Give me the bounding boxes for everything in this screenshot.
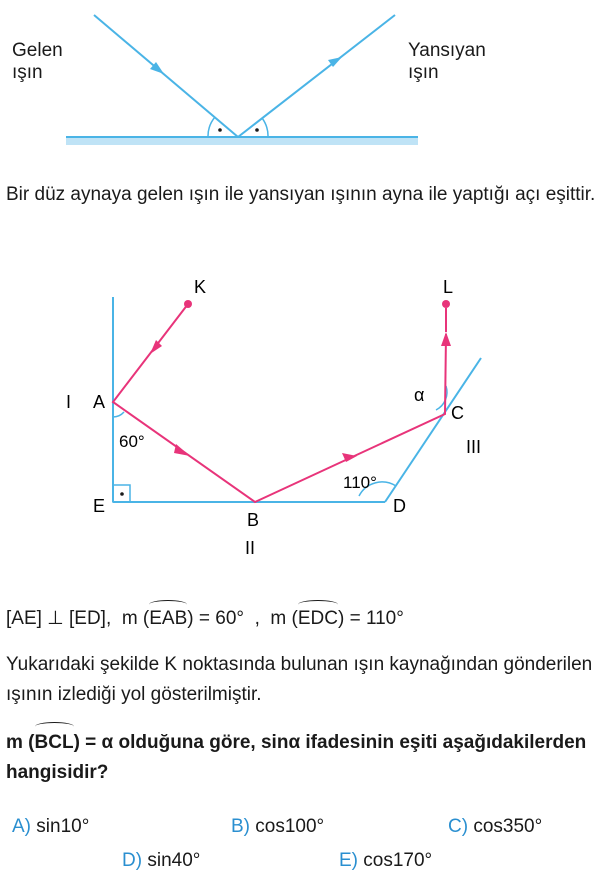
label-mirror-II: II — [245, 538, 256, 558]
label-K: K — [194, 277, 207, 297]
perpendicular-statement: [AE] ⊥ [ED], — [6, 608, 112, 629]
reflected-ray — [238, 15, 395, 137]
label-C: C — [451, 403, 464, 423]
option-e-letter: E) — [339, 850, 358, 871]
incident-label-line1: Gelen — [12, 40, 63, 61]
ray-arrow-KA — [150, 340, 162, 354]
option-d-value: sin40° — [147, 850, 201, 871]
point-L-dot — [442, 300, 450, 308]
option-c-letter: C) — [448, 816, 469, 837]
angle-arc-A — [113, 412, 124, 417]
option-e-value: cos170° — [363, 850, 433, 871]
label-alpha: α — [414, 385, 425, 405]
label-L: L — [443, 277, 454, 297]
mirror-path-diagram — [0, 270, 599, 570]
option-a-value: sin10° — [36, 816, 90, 837]
option-a-letter: A) — [12, 816, 31, 837]
option-a[interactable] — [12, 815, 89, 839]
reflected-ray-label — [408, 40, 486, 84]
reflected-label-line1: Yansıyan — [408, 40, 486, 61]
option-b-value: cos100° — [255, 816, 325, 837]
label-D: D — [393, 496, 406, 516]
reflected-label-line2: ışın — [408, 62, 439, 83]
mirror-surface — [66, 137, 418, 145]
measure1-suffix: ) = 60° — [187, 608, 244, 629]
angle-EDC-arc: EDC — [298, 606, 338, 632]
incident-ray — [94, 15, 238, 137]
measure2-suffix: ) = 110° — [337, 608, 404, 629]
angle-arc-right — [262, 118, 268, 137]
reflection-law-text: Bir düz aynaya gelen ışın ile yansıyan ışının ayna ile yaptığı açı eşittir. — [6, 184, 596, 205]
question-text — [6, 728, 596, 788]
option-c-value: cos350° — [473, 816, 543, 837]
light-ray-path — [113, 304, 446, 502]
angle-arc-left — [208, 117, 215, 137]
label-angle-110: 110° — [343, 473, 377, 492]
incident-label-line2: ışın — [12, 62, 43, 83]
incident-ray-label — [12, 40, 63, 84]
point-K-source — [184, 300, 192, 308]
angle-dot-left — [218, 128, 222, 132]
ray-arrow-CL — [441, 332, 451, 346]
label-mirror-I: I — [66, 392, 72, 412]
question-prefix: m ( — [6, 732, 35, 753]
angle-dot-right — [255, 128, 259, 132]
measure1-prefix: m ( — [121, 608, 150, 629]
question-suffix: ) = α olduğuna göre, sinα ifadesinin eşiti aşağıdakilerden hangisidir? — [6, 732, 587, 783]
measure2-prefix: m ( — [270, 608, 298, 629]
reflection-diagram — [0, 0, 599, 160]
option-d-letter: D) — [122, 850, 143, 871]
label-mirror-III: III — [466, 437, 482, 457]
option-d[interactable] — [122, 849, 200, 873]
angle-BCL-arc: BCL — [35, 728, 74, 758]
label-A: A — [93, 392, 106, 412]
option-b[interactable] — [231, 815, 324, 839]
label-E: E — [93, 496, 106, 516]
mirror-III — [385, 358, 481, 502]
option-b-letter: B) — [231, 816, 250, 837]
option-e[interactable] — [339, 849, 432, 873]
ray-arrow-AB — [174, 444, 190, 456]
separator: , — [254, 608, 260, 629]
problem-description: Yukarıdaki şekilde K noktasında bulunan ışın kaynağından gönderilen ışının izlediği yol gösterilmiştir. — [6, 654, 593, 705]
angle-EAB-arc: EAB — [149, 606, 187, 632]
label-angle-60: 60° — [119, 432, 145, 451]
right-angle-dot — [120, 492, 124, 496]
option-c[interactable] — [448, 815, 542, 839]
given-statement — [6, 606, 404, 632]
label-B: B — [247, 510, 260, 530]
